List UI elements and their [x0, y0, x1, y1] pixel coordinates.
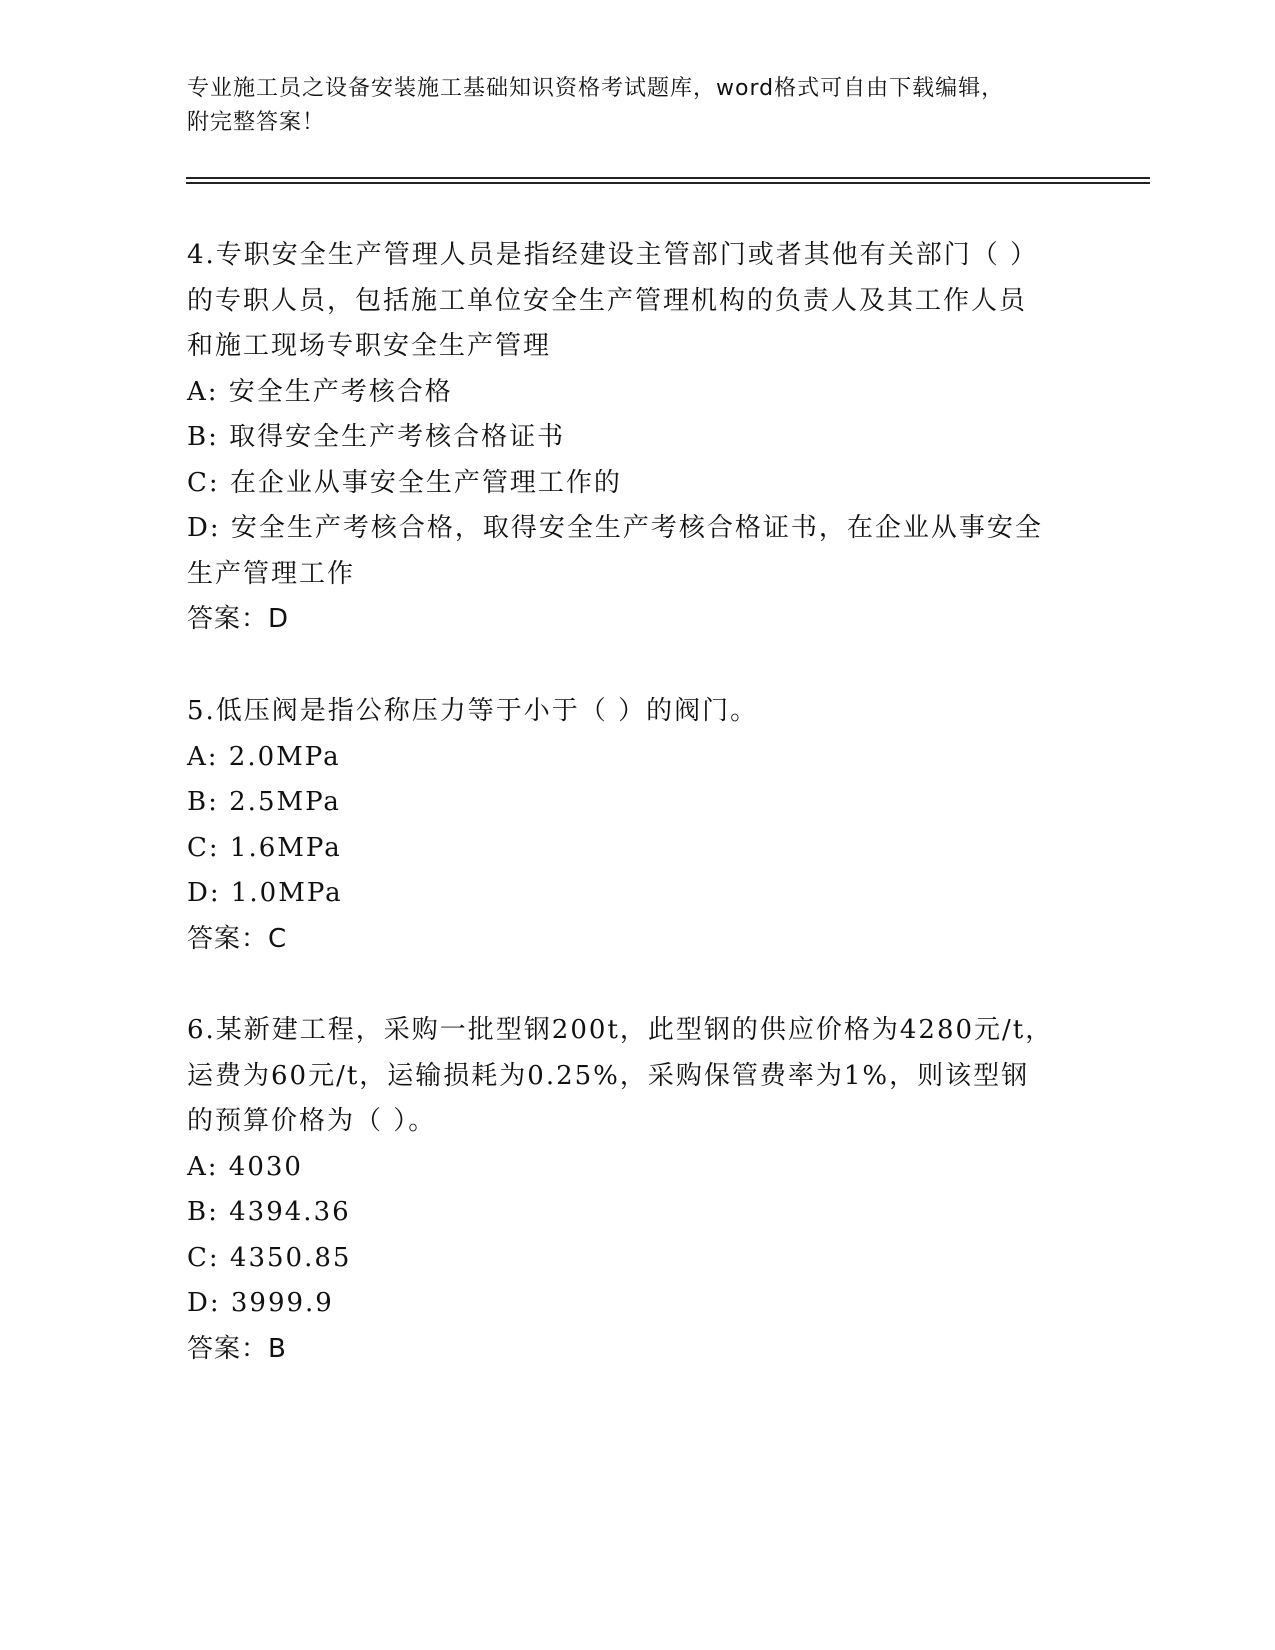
question-5-option-b: B: 2.5MPa	[187, 787, 341, 817]
question-5-text-line-1: 5.低压阀是指公称压力等于小于（ ）的阀门。	[187, 696, 759, 726]
question-6-option-b: B: 4394.36	[187, 1197, 351, 1227]
header-divider-top	[186, 177, 1150, 179]
question-4-option-d: D: 安全生产考核合格，取得安全生产考核合格证书，在企业从事安全	[187, 513, 1043, 543]
question-5-answer: 答案：C	[187, 923, 288, 954]
question-4-option-d-continued: 生产管理工作	[187, 558, 356, 589]
question-6-text-line-1: 6.某新建工程，采购一批型钢200t，此型钢的供应价格为4280元/t，	[187, 1015, 1054, 1045]
question-6-option-a: A: 4030	[187, 1151, 303, 1182]
question-4-answer: 答案：D	[187, 604, 290, 634]
question-6-option-d: D: 3999.9	[187, 1288, 334, 1318]
question-4-option-a: A: 安全生产考核合格	[187, 376, 453, 407]
question-6-text-line-2: 运费为60元/t，运输损耗为0.25%，采购保管费率为1%，则该型钢	[187, 1060, 1030, 1091]
question-6-text-line-3: 的预算价格为（ ）。	[187, 1106, 437, 1136]
header-line-2: 附完整答案！	[187, 110, 326, 135]
question-4-option-c: C: 在企业从事安全生产管理工作的	[187, 467, 622, 498]
question-6-answer: 答案：B	[187, 1333, 287, 1364]
header-line-1: 专业施工员之设备安装施工基础知识资格考试题库，word格式可自由下载编辑，	[187, 76, 1005, 101]
question-4-text-line-1: 4.专职安全生产管理人员是指经建设主管部门或者其他有关部门（ ）	[187, 240, 1039, 270]
question-6-option-c: C: 4350.85	[187, 1242, 352, 1273]
question-4-text-line-2: 的专职人员，包括施工单位安全生产管理机构的负责人及其工作人员	[187, 285, 1028, 316]
question-6	[187, 1008, 1087, 1372]
question-5	[187, 689, 1087, 962]
question-5-option-a: A: 2.0MPa	[187, 741, 341, 772]
question-5-option-c: C: 1.6MPa	[187, 832, 342, 863]
header-divider-bottom	[186, 182, 1150, 184]
question-4-option-b: B: 取得安全生产考核合格证书	[187, 422, 566, 452]
document-header	[187, 72, 1087, 140]
question-5-option-d: D: 1.0MPa	[187, 878, 343, 908]
question-4-text-line-3: 和施工现场专职安全生产管理	[187, 331, 552, 361]
question-4	[187, 233, 1087, 643]
